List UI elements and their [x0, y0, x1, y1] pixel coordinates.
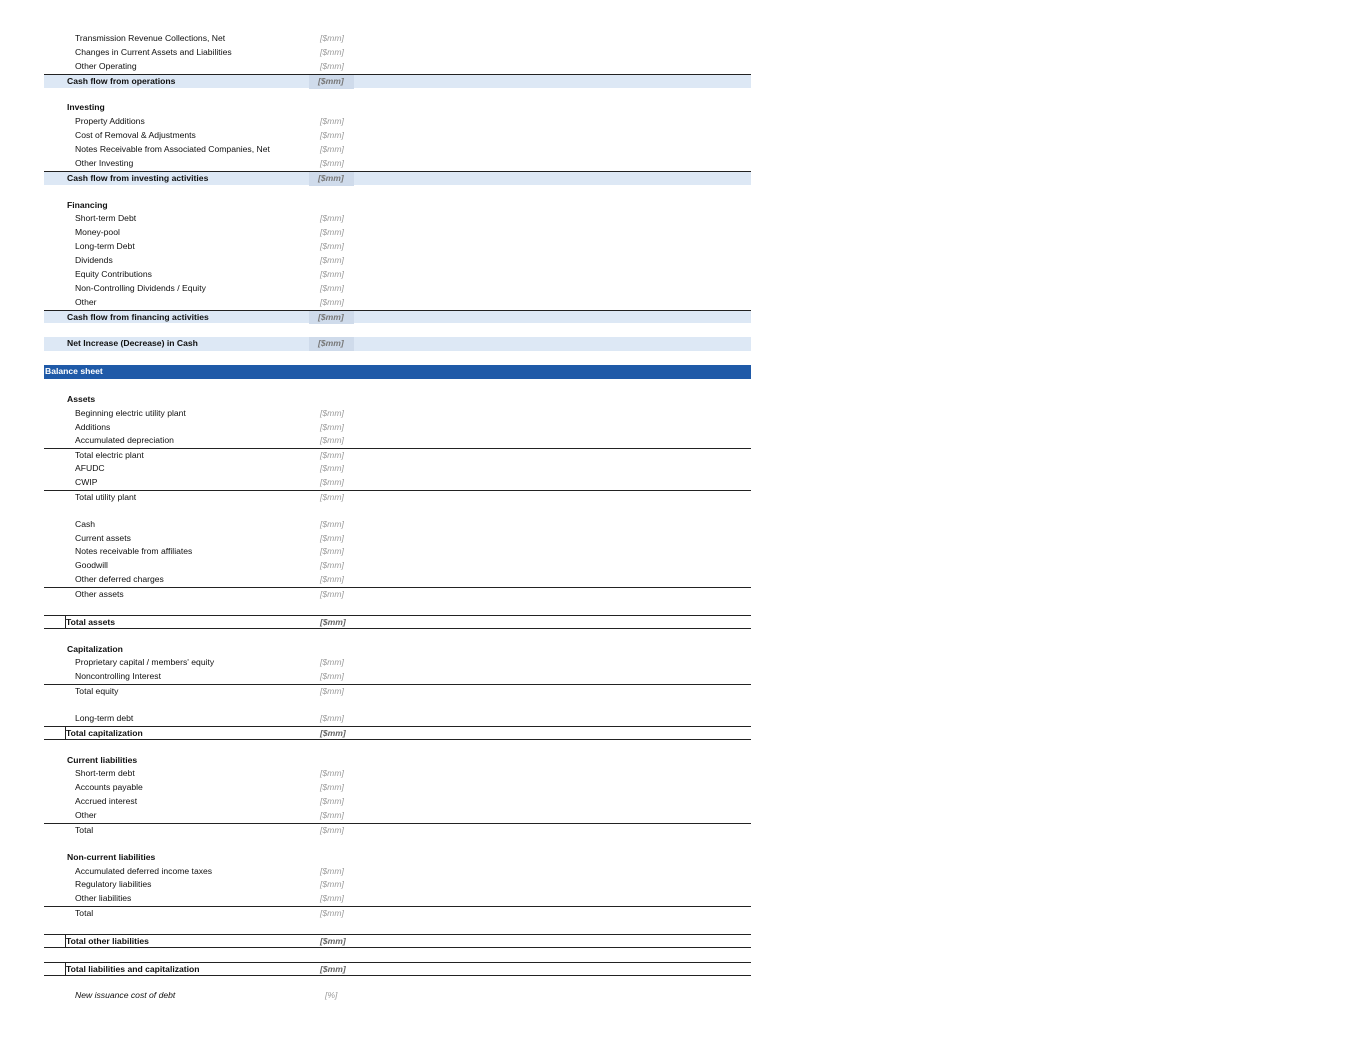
value-cell[interactable]: [$mm] — [320, 686, 344, 697]
value-cell[interactable]: [$mm] — [320, 546, 344, 557]
row-label: Goodwill — [75, 560, 108, 571]
item-row-accounts-payable — [44, 781, 751, 795]
row-label: Balance sheet — [45, 366, 103, 376]
blank-row — [44, 351, 751, 365]
blank-row — [44, 379, 751, 393]
row-label: Accumulated depreciation — [75, 435, 174, 446]
note-row-new-issuance-cost-of-debt — [44, 989, 751, 1003]
item-row-other — [44, 296, 751, 310]
item-row-other-operating — [44, 60, 751, 74]
item-row-notes-receivable-from-affiliates — [44, 545, 751, 559]
row-label: Proprietary capital / members' equity — [75, 657, 215, 668]
row-label: Net Increase (Decrease) in Cash — [67, 338, 198, 349]
item-row-total-utility-plant — [44, 490, 751, 504]
value-cell[interactable]: [$mm] — [320, 435, 344, 446]
value-cell[interactable]: [$mm] — [320, 810, 344, 820]
item-row-other-assets — [44, 587, 751, 601]
value-cell[interactable]: [$mm] — [320, 908, 344, 919]
item-row-long-term-debt — [44, 712, 751, 726]
value-cell[interactable]: [$mm] — [320, 268, 344, 279]
row-label: Investing — [67, 102, 105, 113]
value-cell[interactable]: [$mm] — [320, 130, 344, 141]
row-label: Notes receivable from affiliates — [75, 546, 193, 557]
item-row-short-term-debt — [44, 767, 751, 781]
row-label: Total assets — [66, 616, 116, 627]
value-cell[interactable]: [$mm] — [320, 963, 346, 974]
value-cell[interactable]: [$mm] — [320, 463, 344, 474]
item-row-other — [44, 809, 751, 823]
item-row-other-deferred-charges — [44, 573, 751, 587]
row-label: Total other liabilities — [66, 935, 149, 946]
value-cell[interactable]: [$mm] — [320, 865, 344, 876]
item-row-non-controlling-dividends-equity — [44, 282, 751, 296]
row-label: Regulatory liabilities — [75, 879, 152, 890]
grand-row-total-other-liabilities — [44, 934, 751, 948]
item-row-accumulated-depreciation — [44, 434, 751, 448]
row-label: Total — [75, 908, 94, 919]
value-cell[interactable]: [$mm] — [320, 255, 344, 265]
row-label: Cash flow from operations — [67, 75, 176, 86]
row-label: Accounts payable — [75, 782, 143, 793]
value-cell[interactable]: [$mm] — [320, 213, 344, 224]
value-cell[interactable]: [$mm] — [309, 172, 354, 186]
row-label: Property Additions — [75, 116, 145, 127]
value-cell[interactable]: [$mm] — [320, 616, 346, 627]
blank-row — [44, 976, 751, 990]
item-row-proprietary-capital-members-equity — [44, 656, 751, 670]
row-label: Notes Receivable from Associated Companies, Net — [75, 144, 270, 154]
item-row-equity-contributions — [44, 268, 751, 282]
row-label: Equity Contributions — [75, 268, 152, 279]
item-row-dividends — [44, 254, 751, 268]
item-row-total — [44, 823, 751, 837]
value-cell[interactable]: [$mm] — [309, 311, 354, 325]
item-row-total — [44, 906, 751, 920]
header-row-capitalization — [44, 643, 751, 657]
item-row-cash — [44, 518, 751, 532]
value-cell[interactable]: [$mm] — [320, 879, 344, 890]
row-label: Accrued interest — [75, 796, 138, 807]
value-cell[interactable]: [$mm] — [320, 477, 344, 487]
value-cell[interactable]: [$mm] — [309, 75, 354, 89]
row-label: Financing — [67, 199, 108, 210]
grand-row-total-liabilities-and-capitalization — [44, 962, 751, 976]
item-row-accrued-interest — [44, 795, 751, 809]
value-cell[interactable]: [$mm] — [320, 657, 344, 668]
row-label: Short-term Debt — [75, 213, 137, 224]
item-row-additions — [44, 421, 751, 435]
row-label: Other Operating — [75, 60, 137, 71]
value-cell[interactable]: [$mm] — [320, 518, 344, 529]
value-cell[interactable]: [$mm] — [320, 671, 344, 682]
blank-row — [44, 629, 751, 643]
value-cell[interactable]: [$mm] — [320, 893, 344, 904]
row-label: Total capitalization — [66, 727, 143, 738]
blank-row — [44, 948, 751, 962]
value-cell[interactable]: [$mm] — [320, 227, 344, 238]
blank-row — [44, 740, 751, 754]
item-row-cost-of-removal-adjustments — [44, 129, 751, 143]
row-label: Total liabilities and capitalization — [66, 963, 200, 974]
value-cell[interactable]: [$mm] — [320, 491, 344, 502]
row-label: Long-term Debt — [75, 241, 135, 252]
value-cell[interactable]: [$mm] — [320, 450, 344, 461]
row-label: Accumulated deferred income taxes — [75, 865, 213, 876]
row-label: Other Investing — [75, 157, 134, 168]
value-cell[interactable]: [$mm] — [320, 296, 344, 307]
row-label: Assets — [67, 393, 96, 404]
row-label: Money-pool — [75, 227, 120, 238]
row-label: Total electric plant — [75, 450, 144, 461]
row-label: Cost of Removal & Adjustments — [75, 130, 196, 141]
item-row-total-electric-plant — [44, 448, 751, 462]
header-row-investing — [44, 101, 751, 115]
header-row-non-current-liabilities — [44, 851, 751, 865]
value-cell[interactable]: [$mm] — [309, 337, 354, 351]
row-label: AFUDC — [75, 463, 105, 474]
item-row-other-investing — [44, 157, 751, 171]
value-cell[interactable]: [$mm] — [320, 157, 344, 168]
blank-row — [44, 185, 751, 199]
value-cell[interactable]: [$mm] — [320, 712, 344, 723]
value-cell[interactable]: [$mm] — [320, 421, 344, 432]
row-label: Other assets — [75, 589, 124, 599]
header-row-current-liabilities — [44, 754, 751, 768]
blank-row — [44, 837, 751, 851]
row-label: Long-term debt — [75, 712, 134, 723]
value-cell[interactable]: [$mm] — [320, 116, 344, 127]
blank-row — [44, 88, 751, 102]
row-label: Cash — [75, 518, 96, 529]
item-row-afudc — [44, 462, 751, 476]
row-label: Total utility plant — [75, 491, 137, 502]
row-label: Additions — [75, 421, 111, 432]
row-label: Other — [75, 296, 97, 307]
row-label: Other deferred charges — [75, 574, 164, 585]
value-cell[interactable]: [$mm] — [320, 574, 344, 585]
value-cell[interactable]: [$mm] — [320, 782, 344, 793]
item-row-short-term-debt — [44, 212, 751, 226]
item-row-money-pool — [44, 226, 751, 240]
value-cell[interactable]: [$mm] — [320, 560, 344, 571]
grand-row-total-capitalization — [44, 726, 751, 740]
blank-row — [44, 601, 751, 615]
row-label: Changes in Current Assets and Liabilities — [75, 46, 232, 57]
spreadsheet — [44, 32, 751, 1003]
blank-row — [44, 920, 751, 934]
row-label: Cash flow from investing activities — [67, 172, 209, 183]
row-label: New issuance cost of debt — [75, 990, 176, 1001]
row-label: Other — [75, 810, 97, 820]
item-row-noncontrolling-interest — [44, 670, 751, 684]
value-cell[interactable]: [$mm] — [320, 935, 346, 946]
row-label: Other liabilities — [75, 893, 132, 904]
value-cell[interactable]: [$mm] — [320, 46, 344, 57]
item-row-notes-receivable-from-associated-companies-net — [44, 143, 751, 157]
header-row-assets — [44, 393, 751, 407]
value-cell[interactable]: [$mm] — [320, 589, 344, 599]
row-label: Current assets — [75, 532, 131, 543]
value-cell[interactable]: [$mm] — [320, 768, 344, 779]
item-row-other-liabilities — [44, 892, 751, 906]
net-row-net-increase-decrease-in-cash — [44, 337, 751, 351]
value-cell[interactable]: [$mm] — [320, 824, 344, 835]
value-cell[interactable]: [$mm] — [320, 282, 344, 293]
value-cell[interactable]: [$mm] — [320, 727, 346, 738]
value-cell[interactable]: [$mm] — [320, 60, 344, 71]
row-label: CWIP — [75, 477, 98, 487]
value-cell[interactable]: [$mm] — [320, 796, 344, 807]
row-label: Total equity — [75, 686, 119, 697]
item-row-changes-in-current-assets-and-liabilities — [44, 46, 751, 60]
value-cell[interactable]: [$mm] — [320, 33, 344, 43]
item-row-property-additions — [44, 115, 751, 129]
header-row-financing — [44, 199, 751, 213]
blank-row — [44, 504, 751, 518]
total-row-cash-flow-from-financing-activities — [44, 310, 751, 324]
value-cell[interactable]: [$mm] — [320, 532, 344, 543]
item-row-transmission-revenue-collections-net — [44, 32, 751, 46]
section-row-balance-sheet — [44, 365, 751, 379]
value-cell[interactable]: [$mm] — [320, 407, 344, 418]
row-label: Short-term debt — [75, 768, 135, 779]
row-label: Cash flow from financing activities — [67, 311, 209, 322]
value-cell[interactable]: [$mm] — [320, 241, 344, 252]
blank-row — [44, 698, 751, 712]
total-row-cash-flow-from-operations — [44, 74, 751, 88]
row-label: Beginning electric utility plant — [75, 407, 186, 418]
item-row-beginning-electric-utility-plant — [44, 407, 751, 421]
item-row-regulatory-liabilities — [44, 878, 751, 892]
total-row-cash-flow-from-investing-activities — [44, 171, 751, 185]
item-row-total-equity — [44, 684, 751, 698]
row-label: Capitalization — [67, 643, 123, 654]
blank-row — [44, 323, 751, 337]
row-label: Noncontrolling Interest — [75, 671, 161, 682]
value-cell[interactable]: [$mm] — [320, 144, 344, 154]
item-row-accumulated-deferred-income-taxes — [44, 865, 751, 879]
item-row-current-assets — [44, 532, 751, 546]
item-row-goodwill — [44, 559, 751, 573]
row-label: Non-Controlling Dividends / Equity — [75, 282, 206, 293]
grand-row-total-assets — [44, 615, 751, 629]
row-label: Non-current liabilities — [67, 851, 156, 862]
row-label: Transmission Revenue Collections, Net — [75, 33, 226, 43]
item-row-long-term-debt — [44, 240, 751, 254]
row-label: Dividends — [75, 255, 113, 265]
row-label: Total — [75, 824, 94, 835]
row-label: Current liabilities — [67, 754, 138, 765]
item-row-cwip — [44, 476, 751, 490]
value-cell[interactable]: [%] — [325, 990, 338, 1001]
